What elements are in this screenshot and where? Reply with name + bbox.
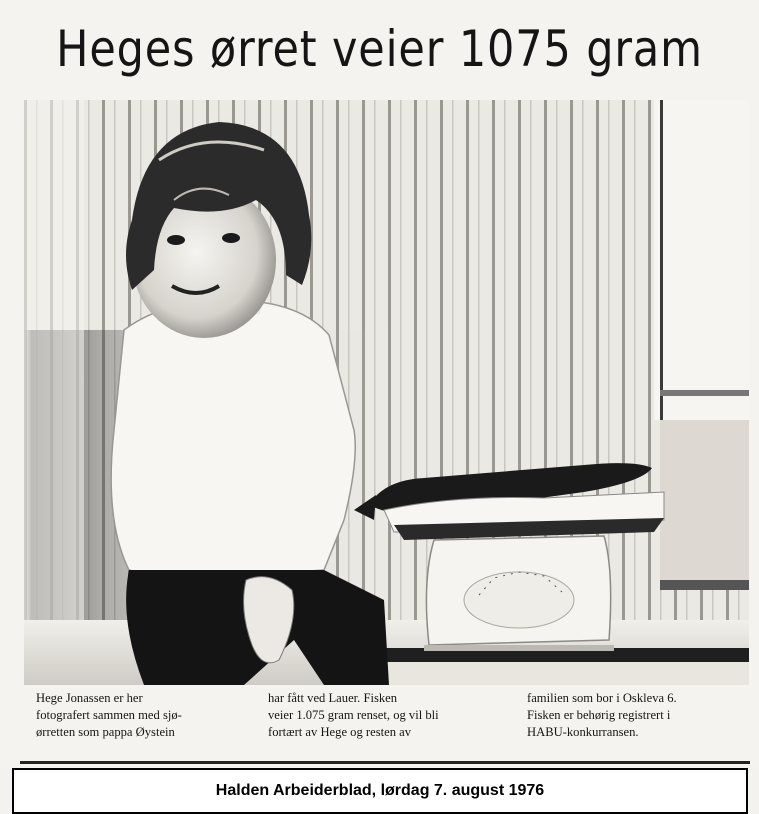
caption-line: ørretten som pappa Øystein bbox=[36, 725, 175, 739]
source-label-box bbox=[12, 768, 748, 814]
caption-column-1 bbox=[36, 690, 250, 758]
photo-illustration bbox=[24, 100, 749, 685]
caption-line: HABU-konkurransen. bbox=[527, 725, 639, 739]
source-label: Halden Arbeiderblad, lørdag 7. august 1976 bbox=[215, 782, 545, 799]
caption-line: har fått ved Lauer. Fisken bbox=[268, 691, 398, 705]
caption-line: Hege Jonassen er her bbox=[36, 691, 143, 705]
caption-line: veier 1.075 gram renset, og vil bli bbox=[268, 708, 439, 722]
caption-line: fortært av Hege og resten av bbox=[268, 725, 412, 739]
photo-girl-with-trout-on-scale bbox=[24, 100, 749, 685]
caption-column-3 bbox=[527, 690, 750, 758]
caption-line: familien som bor i Oskleva 6. bbox=[527, 691, 677, 705]
headline: Heges ørret veier 1075 gram bbox=[56, 20, 703, 78]
bottom-rule bbox=[20, 761, 750, 764]
caption-line: fotografert sammen med sjø- bbox=[36, 708, 182, 722]
caption-line: Fisken er behørig registrert i bbox=[527, 708, 671, 722]
caption-column-2 bbox=[268, 690, 502, 758]
